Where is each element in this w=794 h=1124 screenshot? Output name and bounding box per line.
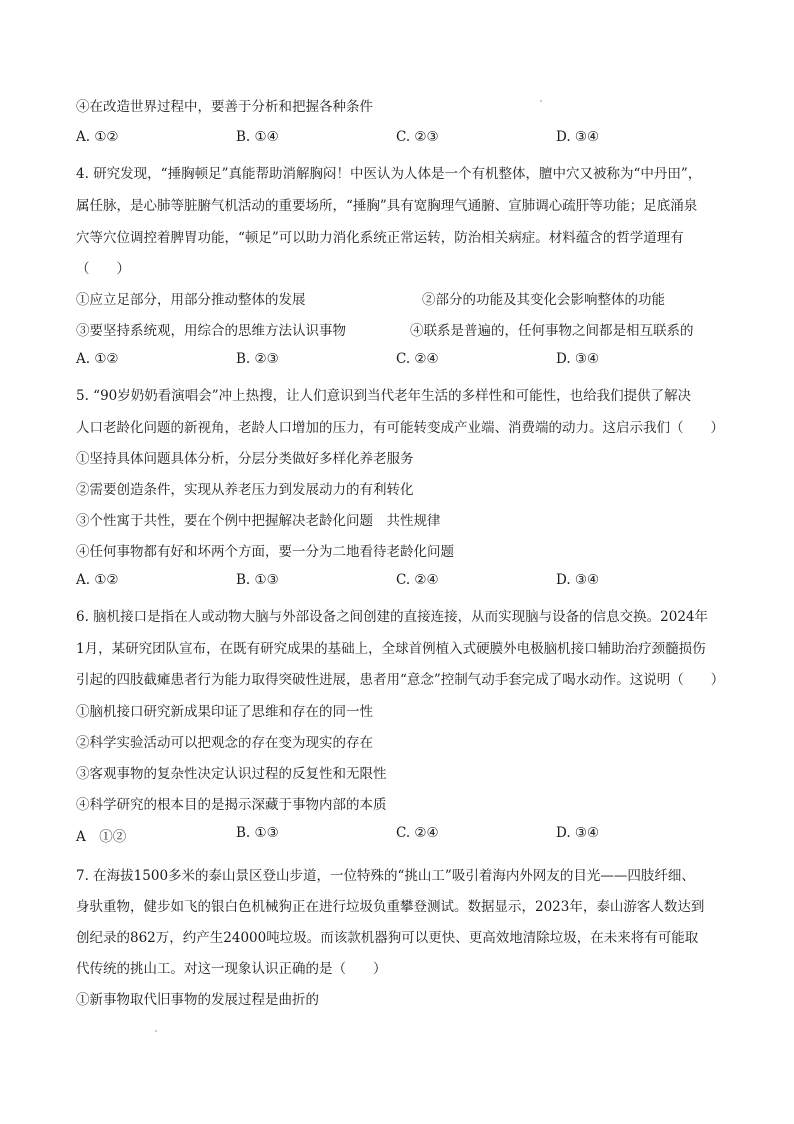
q5-stem-line: 5. “90岁奶奶看演唱会”冲上热搜，让人们意识到当代老年生活的多样性和可能性，也给我们提供了解决 (76, 388, 692, 404)
q6-item-3: ③客观事物的复杂性决定认识过程的反复性和无限性 (76, 766, 387, 782)
q4-item-2: ②部分的功能及其变化会影响整体的功能 (422, 292, 665, 308)
q6-stem-line: 6. 脑机接口是指在人或动物大脑与外部设备之间创建的直接连接，从而实现脑与设备的信息交换。2024年 (76, 609, 709, 625)
q4-item-1: ①应立足部分，用部分推动整体的发展 (76, 292, 306, 308)
q6-option-b[interactable]: B. ①③ (236, 825, 279, 841)
q7-item-1: ①新事物取代旧事物的发展过程是曲折的 (76, 992, 319, 1008)
q4-option-a[interactable]: A. ①② (76, 351, 119, 367)
q3-option-a[interactable]: A. ①② (76, 129, 119, 145)
q5-item-3: ③个性寓于共性，要在个例中把握解决老龄化问题 共性规律 (76, 513, 441, 529)
q5-item-4: ④任何事物都有好和坏两个方面，要一分为二地看待老龄化问题 (76, 544, 454, 560)
q6-item-1: ①脑机接口研究新成果印证了思维和存在的同一性 (76, 704, 373, 720)
q6-option-a[interactable]: A ①② (76, 829, 127, 845)
q4-answer-blank: （ ） (76, 261, 130, 277)
q4-item-3: ③要坚持系统观，用综合的思维方法认识事物 (76, 323, 346, 339)
q3-option-c[interactable]: C. ②③ (396, 129, 439, 145)
q7-stem-line: 身驮重物，健步如飞的银白色机械狗正在进行垃圾负重攀登测试。数据显示，2023年，泰山游客人数达到 (76, 899, 705, 915)
q5-option-d[interactable]: D. ③④ (556, 572, 600, 588)
q4-option-b[interactable]: B. ②③ (236, 351, 279, 367)
scan-speck (155, 1030, 157, 1032)
q3-item-4: ④在改造世界过程中，要善于分析和把握各种条件 (76, 99, 373, 115)
q6-option-c[interactable]: C. ②④ (396, 825, 439, 841)
q3-option-d[interactable]: D. ③④ (556, 129, 600, 145)
q3-option-b[interactable]: B. ①④ (236, 129, 279, 145)
q6-option-d[interactable]: D. ③④ (556, 825, 600, 841)
q7-stem-line: 代传统的挑山工。对这一现象认识正确的是（ ） (76, 961, 387, 977)
q5-option-b[interactable]: B. ①③ (236, 572, 279, 588)
q6-item-2: ②科学实验活动可以把观念的存在变为现实的存在 (76, 735, 373, 751)
q4-stem-line: 4. 研究发现，“捶胸顿足”真能帮助消解胸闷！中医认为人体是一个有机整体，膻中穴又被称为“中丹田”， (76, 166, 702, 182)
q6-stem-line: 引起的四肢截瘫患者行为能力取得突破性进展，患者用“意念”控制气动手套完成了喝水动作。这说明（ ） (76, 672, 725, 688)
q5-stem-line: 人口老龄化问题的新视角，老龄人口增加的压力，有可能转变成产业端、消费端的动力。这启示我们（ ） (76, 420, 724, 436)
q4-item-4: ④联系是普遍的，任何事物之间都是相互联系的 (410, 323, 694, 339)
q6-item-4: ④科学研究的根本目的是揭示深藏于事物内部的本质 (76, 797, 387, 813)
q4-stem-line: 穴等穴位调控着脾胃功能，“顿足”可以助力消化系统正常运转，防治相关病症。材料蕴含的哲学道理有 (76, 230, 684, 246)
q5-option-c[interactable]: C. ②④ (396, 572, 439, 588)
q7-stem-line: 7. 在海拔1500多米的泰山景区登山步道，一位特殊的“挑山工”吸引着海内外网友的目光——四肢纤细、 (76, 868, 695, 884)
q4-option-c[interactable]: C. ②④ (396, 351, 439, 367)
q7-stem-line: 创纪录的862万，约产生24000吨垃圾。而该款机器狗可以更快、更高效地清除垃圾，在未来将有可能取 (76, 930, 699, 946)
scan-speck (540, 100, 542, 102)
q4-option-d[interactable]: D. ③④ (556, 351, 600, 367)
q4-stem-line: 属任脉，是心肺等脏腑气机活动的重要场所，“捶胸”具有宽胸理气通腑、宣肺调心疏肝等功能；足底涌泉 (76, 198, 698, 214)
q5-item-2: ②需要创造条件，实现从养老压力到发展动力的有利转化 (76, 482, 414, 498)
q5-item-1: ①坚持具体问题具体分析，分层分类做好多样化养老服务 (76, 451, 414, 467)
q5-option-a[interactable]: A. ①② (76, 572, 119, 588)
q6-stem-line: 1月，某研究团队宣布，在既有研究成果的基础上，全球首例植入式硬膜外电极脑机接口辅助治疗颈髓损伤 (76, 641, 706, 657)
